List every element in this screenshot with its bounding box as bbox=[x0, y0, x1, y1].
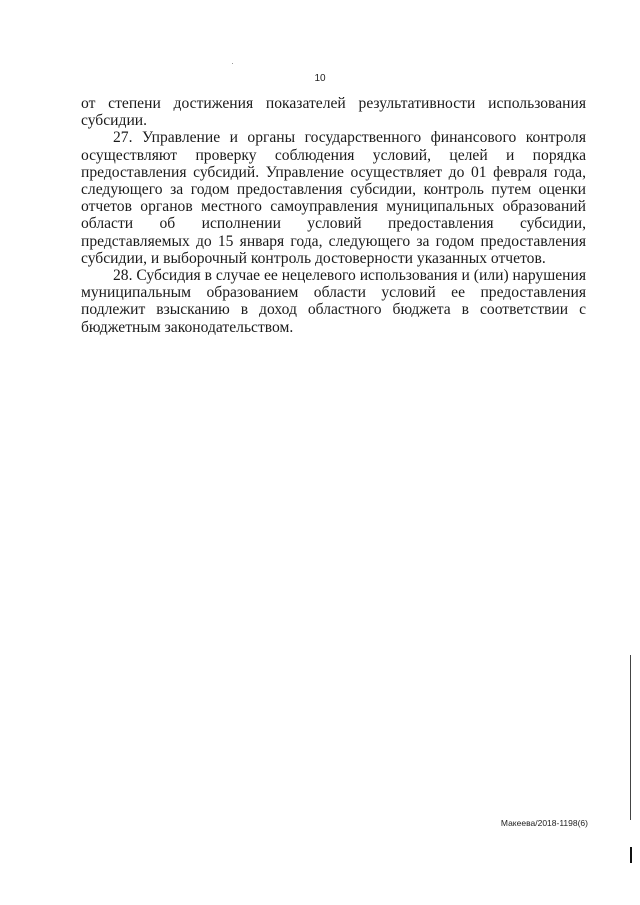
scan-edge-line bbox=[630, 655, 631, 820]
paragraph-27: 27. Управление и органы государственного финансового контроля осуществляют проверку соблюдения условий, целей и порядка предоставления субсидий. Управление осуществляет до 01 февраля года, следующего за годом предоставления субсидии, контроль путем оценки отчетов органов местного самоуправления муниципальных образований области об исполнении условий предоставления субсидии, представляемых до 15 января года, следующего за годом предоставления субсидии, и выборочный контроль достоверности указанных отчетов. bbox=[81, 129, 586, 267]
paragraph-continuation: от степени достижения показателей результативности использования субсидии. bbox=[81, 95, 586, 130]
page-number: 10 bbox=[314, 73, 326, 84]
scan-edge-mark bbox=[630, 847, 632, 863]
scan-speck bbox=[232, 63, 233, 64]
document-body bbox=[81, 95, 586, 336]
paragraph-28: 28. Субсидия в случае ее нецелевого использования и (или) нарушения муниципальным образованием области условий ее предоставления подлежит взысканию в доход областного бюджета в соответствии с бюджетным законодательством. bbox=[81, 267, 586, 336]
document-reference: Макеева/2018-1198(6) bbox=[500, 818, 588, 828]
